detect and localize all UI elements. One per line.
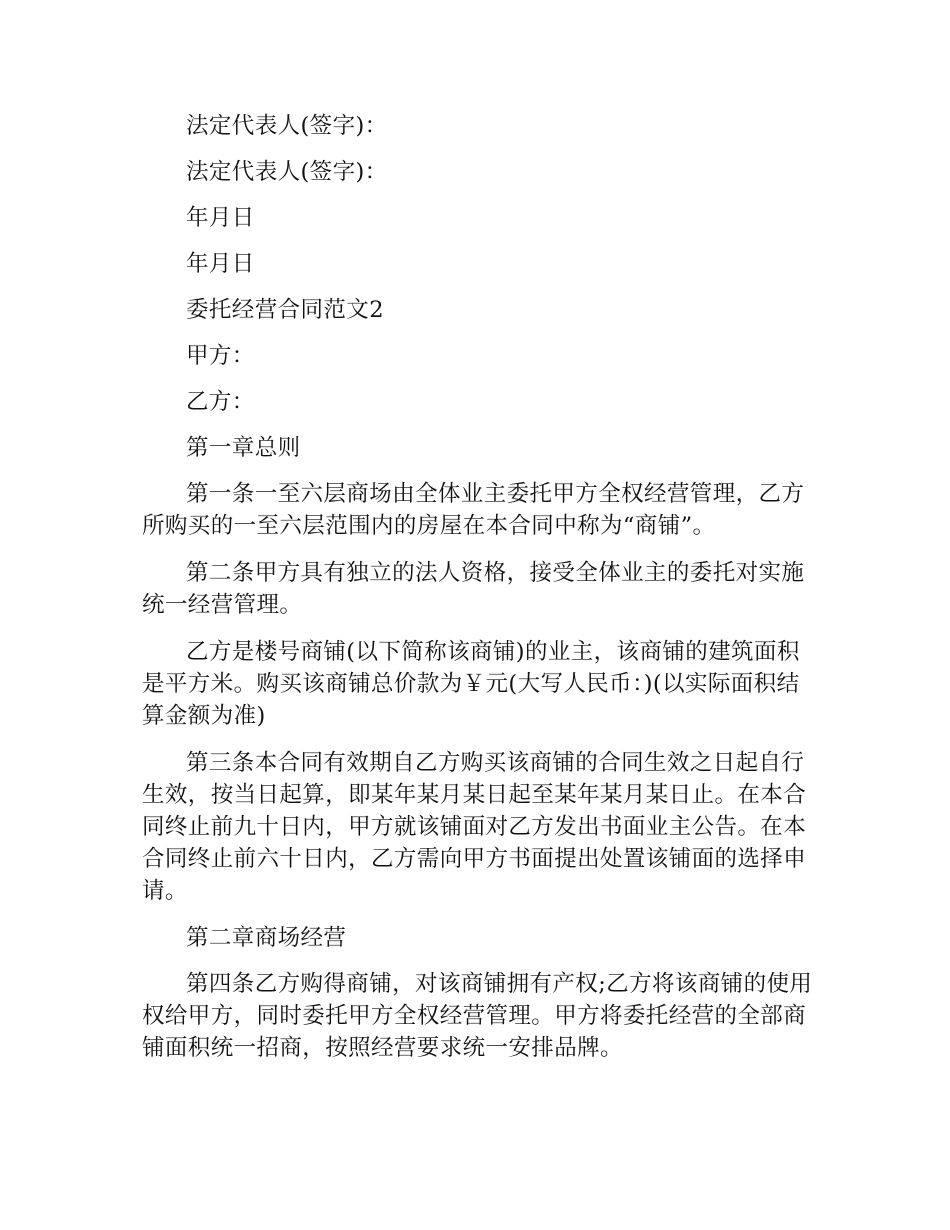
document-body <box>142 110 818 1079</box>
article-four: 第四条乙方购得商铺，对该商铺拥有产权;乙方将该商铺的使用权给甲方，同时委托甲方全权经营管理。甲方将委托经营的全部商铺面积统一招商，按照经营要求统一安排品牌。 <box>142 971 813 1061</box>
article-three: 第三条本合同有效期自乙方购买该商铺的合同生效之日起自行生效，按当日起算，即某年某月某日起至某年某月某日止。在本合同终止前九十日内，甲方就该铺面对乙方发出书面业主公告。在本合同终止前六十日内，乙方需向甲方书面提出处置该铺面的选择申请。 <box>142 750 807 904</box>
signature-line-party-a: 法定代表人(签字)： <box>186 113 388 139</box>
party-b-line: 乙方： <box>186 389 255 415</box>
shop-owner-clause: 乙方是楼号商铺(以下简称该商铺)的业主，该商铺的建筑面积是平方米。购买该商铺总价款为￥元(大写人民币：)(以实际面积结算金额为准) <box>142 639 800 729</box>
article-one: 第一条一至六层商场由全体业主委托甲方全权经营管理，乙方所购买的一至六层范围内的房屋在本合同中称为“商铺”。 <box>142 481 805 539</box>
party-a-line: 甲方： <box>186 343 255 369</box>
date-line-party-a: 年月日 <box>186 205 255 231</box>
article-two: 第二条甲方具有独立的法人资格，接受全体业主的委托对实施统一经营管理。 <box>142 560 805 618</box>
chapter-one-heading: 第一章总则 <box>186 435 301 461</box>
chapter-two-heading: 第二章商场经营 <box>186 925 347 951</box>
document-title: 委托经营合同范文2 <box>186 297 384 323</box>
signature-line-party-b: 法定代表人(签字)： <box>186 159 388 185</box>
date-line-party-b: 年月日 <box>186 251 255 277</box>
